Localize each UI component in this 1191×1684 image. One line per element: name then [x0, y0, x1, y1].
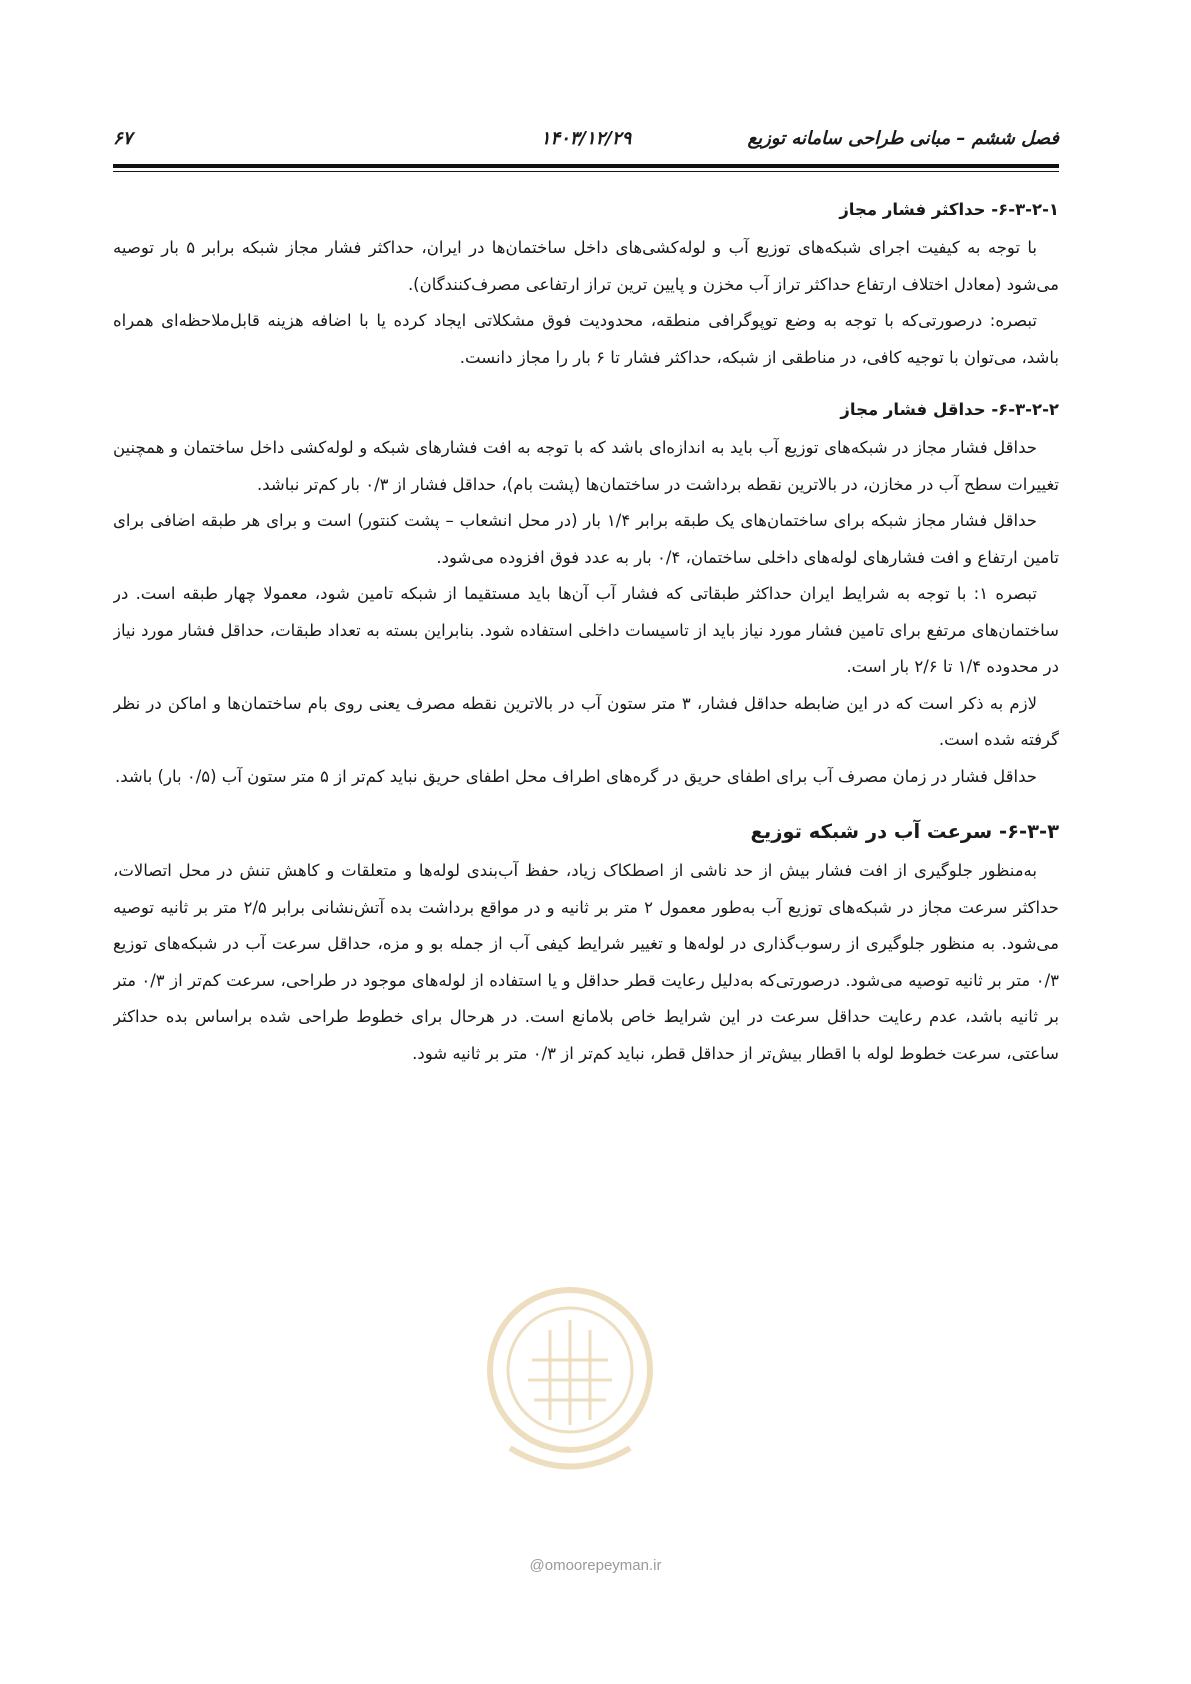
page-number: ۶۷	[113, 128, 133, 149]
section-heading: ۶-۳-۳- سرعت آب در شبکه توزیع	[750, 820, 1059, 843]
paragraph: تبصره: درصورتی‌که با توجه به وضع توپوگرافی منطقه، محدودیت فوق مشکلاتی ایجاد کرده یا با اضافه هزینه قابل‌ملاحظه‌ای همراه باشد، می‌توان با توجیه کافی، در مناطقی از شبکه، حداکثر فشار تا ۶ بار را مجاز دانست.	[113, 311, 1059, 367]
section-heading: ۶-۳-۲-۱- حداکثر فشار مجاز	[839, 200, 1059, 219]
header-rule-thin	[113, 171, 1059, 172]
page-header	[113, 128, 1059, 158]
header-rule	[113, 164, 1059, 168]
paragraph: حداقل فشار مجاز شبکه برای ساختمان‌های یک طبقه برابر ۱/۴ بار (در محل انشعاب – پشت کنتور) است و برای هر طبقه اضافی برای تامین ارتفاع و افت فشارهای لوله‌های داخلی ساختمان، ۰/۴ بار به عدد فوق افزوده می‌شود.	[113, 511, 1059, 567]
paragraph: لازم به ذکر است که در این ضابطه حداقل فشار، ۳ متر ستون آب در بالاترین نقطه مصرف یعنی روی بام ساختمان‌ها و اماکن در نظر گرفته شده است.	[113, 693, 1059, 749]
header-date: ۱۴۰۳/۱۲/۲۹	[540, 128, 632, 149]
page-body	[113, 190, 1059, 1490]
paragraph: حداقل فشار در زمان مصرف آب برای اطفای حریق در گره‌های اطراف محل اطفای حریق نباید کم‌تر از ۵ متر ستون آب (۰/۵ بار) باشد.	[114, 766, 1037, 786]
paragraph: به‌منظور جلوگیری از افت فشار بیش از حد ناشی از اصطکاک زیاد، حفظ آب‌بندی لوله‌ها و متعلقات و کاهش تنش در محل اتصالات، حداکثر سرعت مجاز در شبکه‌های توزیع آب به‌طور معمول ۲ متر بر ثانیه و در مواقع برداشت بده آتش‌نشانی برابر ۲/۵ متر بر ثانیه توصیه می‌شود. به منظور جلوگیری از رسوب‌گذاری در لوله‌ها و تغییر شرایط کیفی آب از جمله بو و مزه، حداقل سرعت آب در شبکه‌های توزیع ۰/۳ متر بر ثانیه توصیه می‌شود. درصورتی‌که به‌دلیل رعایت قطر حداقل و یا استفاده از لوله‌های موجود در طراحی، سرعت کم‌تر از ۰/۳ متر بر ثانیه باشد، عدم رعایت حداقل سرعت در این شرایط خاص بلامانع است. در هرحال برای خطوط طراحی شده براساس بده حداکثر ساعتی، سرعت خطوط لوله با اقطار بیش‌تر از حداقل قطر، نباید کم‌تر از ۰/۳ متر بر ثانیه شود.	[113, 861, 1059, 1063]
section-heading: ۶-۳-۲-۲- حداقل فشار مجاز	[840, 400, 1059, 419]
paragraph: با توجه به کیفیت اجرای شبکه‌های توزیع آب و لوله‌کشی‌های داخل ساختمان‌ها در ایران، حداکثر فشار مجاز شبکه برابر ۵ بار توصیه می‌شود (معادل اختلاف ارتفاع حداکثر تراز آب مخزن و پایین ترین تراز ارتفاعی مصرف‌کنندگان).	[113, 238, 1059, 294]
watermark-site: @omoorepeyman.ir	[529, 1557, 662, 1574]
paragraph: تبصره ۱: با توجه به شرایط ایران حداکثر طبقاتی که فشار آب آن‌ها باید مستقیما از شبکه تامین شود، معمولا چهار طبقه است. در ساختمان‌های مرتفع برای تامین فشار مورد نیاز باید از تاسیسات داخلی استفاده شود. بنابراین بسته به تعداد طبقات، حداقل فشار مورد نیاز در محدوده ۱/۴ تا ۲/۶ بار است.	[113, 584, 1059, 676]
chapter-title: فصل ششم – مبانی طراحی سامانه توزیع	[747, 128, 1059, 149]
paragraph: حداقل فشار مجاز در شبکه‌های توزیع آب باید به اندازه‌ای باشد که با توجه به افت فشارهای شبکه و لوله‌کشی داخل ساختمان و همچنین تغییرات سطح آب در مخازن، در بالاترین نقطه برداشت در ساختمان‌ها (پشت بام)، حداقل فشار از ۰/۳ بار کم‌تر نباشد.	[113, 438, 1059, 494]
